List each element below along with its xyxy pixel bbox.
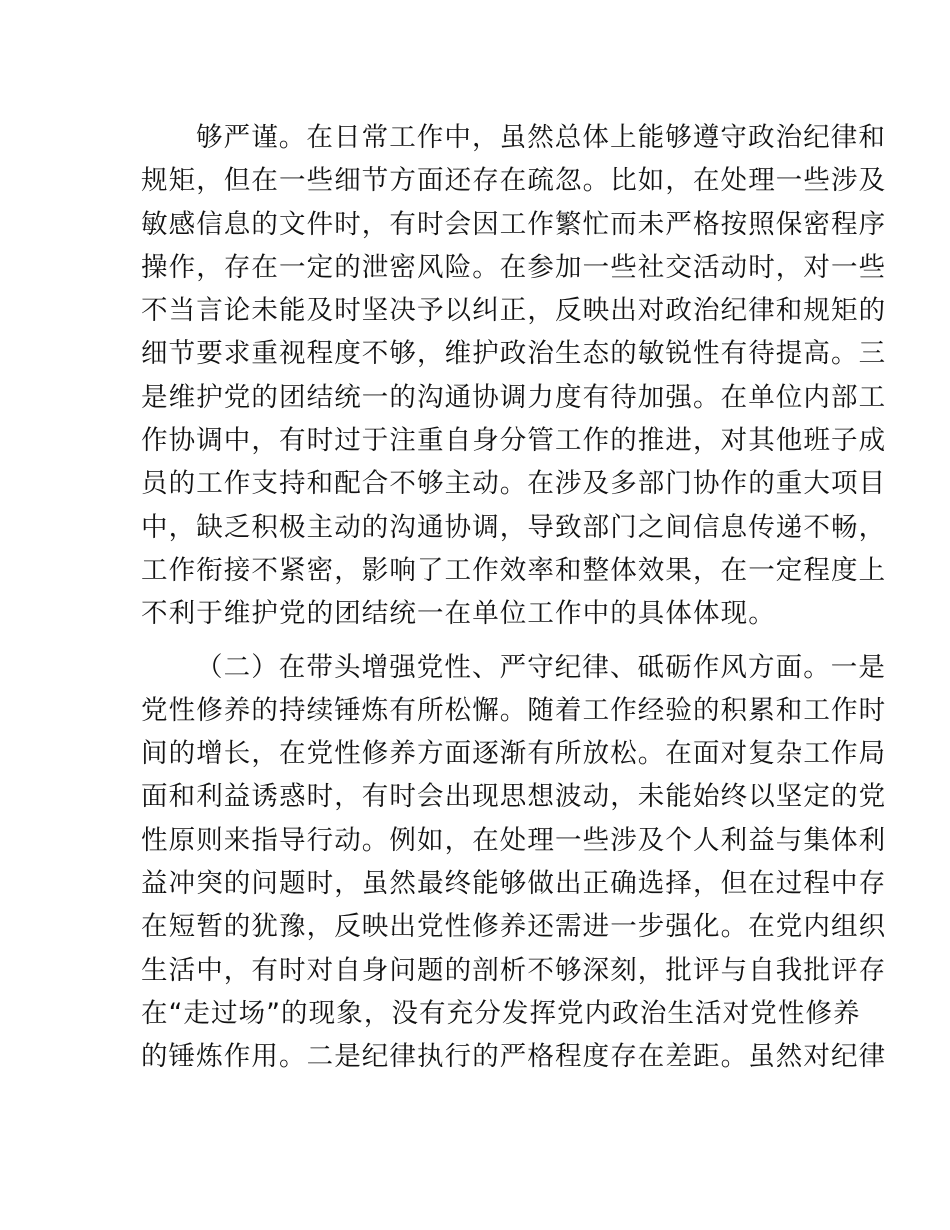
text-line: 细节要求重视程度不够，维护政治生态的敏锐性有待提高。三 <box>141 338 887 370</box>
document-page <box>141 116 887 1079</box>
text-line: 生活中，有时对自身问题的剖析不够深刻，批评与自我批评存 <box>141 954 887 986</box>
paragraph-2 <box>141 646 887 1079</box>
text-line: 是维护党的团结统一的沟通协调力度有待加强。在单位内部工 <box>141 381 887 413</box>
text-line: 规矩，但在一些细节方面还存在疏忽。比如，在处理一些涉及 <box>141 165 887 197</box>
text-line: 在“走过场”的现象，没有充分发挥党内政治生活对党性修养 <box>141 997 861 1029</box>
text-line: 中，缺乏积极主动的沟通协调，导致部门之间信息传递不畅， <box>141 511 887 543</box>
text-line: 间的增长，在党性修养方面逐渐有所放松。在面对复杂工作局 <box>141 738 887 770</box>
text-line: 作协调中，有时过于注重自身分管工作的推进，对其他班子成 <box>141 425 887 457</box>
text-line: 的锤炼作用。二是纪律执行的严格程度存在差距。虽然对纪律 <box>141 1041 887 1073</box>
section-heading-line: （二）在带头增强党性、严守纪律、砥砺作风方面。一是 <box>196 651 886 683</box>
text-line: 党性修养的持续锤炼有所松懈。随着工作经验的积累和工作时 <box>141 694 887 726</box>
text-line: 敏感信息的文件时，有时会因工作繁忙而未严格按照保密程序 <box>141 208 887 240</box>
text-line: 不当言论未能及时坚决予以纠正，反映出对政治纪律和规矩的 <box>141 295 887 327</box>
text-line: 性原则来指导行动。例如，在处理一些涉及个人利益与集体利 <box>141 824 887 856</box>
text-line: 操作，存在一定的泄密风险。在参加一些社交活动时，对一些 <box>141 251 887 283</box>
text-line: 益冲突的问题时，虽然最终能够做出正确选择，但在过程中存 <box>141 868 887 900</box>
text-line: 面和利益诱惑时，有时会出现思想波动，未能始终以坚定的党 <box>141 781 887 813</box>
text-line: 工作衔接不紧密，影响了工作效率和整体效果，在一定程度上 <box>141 554 887 586</box>
text-line: 在短暂的犹豫，反映出党性修养还需进一步强化。在党内组织 <box>141 911 887 943</box>
paragraph-1 <box>141 116 887 636</box>
text-line: 够严谨。在日常工作中，虽然总体上能够遵守政治纪律和 <box>196 122 886 153</box>
text-line: 不利于维护党的团结统一在单位工作中的具体体现。 <box>141 598 776 630</box>
text-line: 员的工作支持和配合不够主动。在涉及多部门协作的重大项目 <box>141 468 887 500</box>
